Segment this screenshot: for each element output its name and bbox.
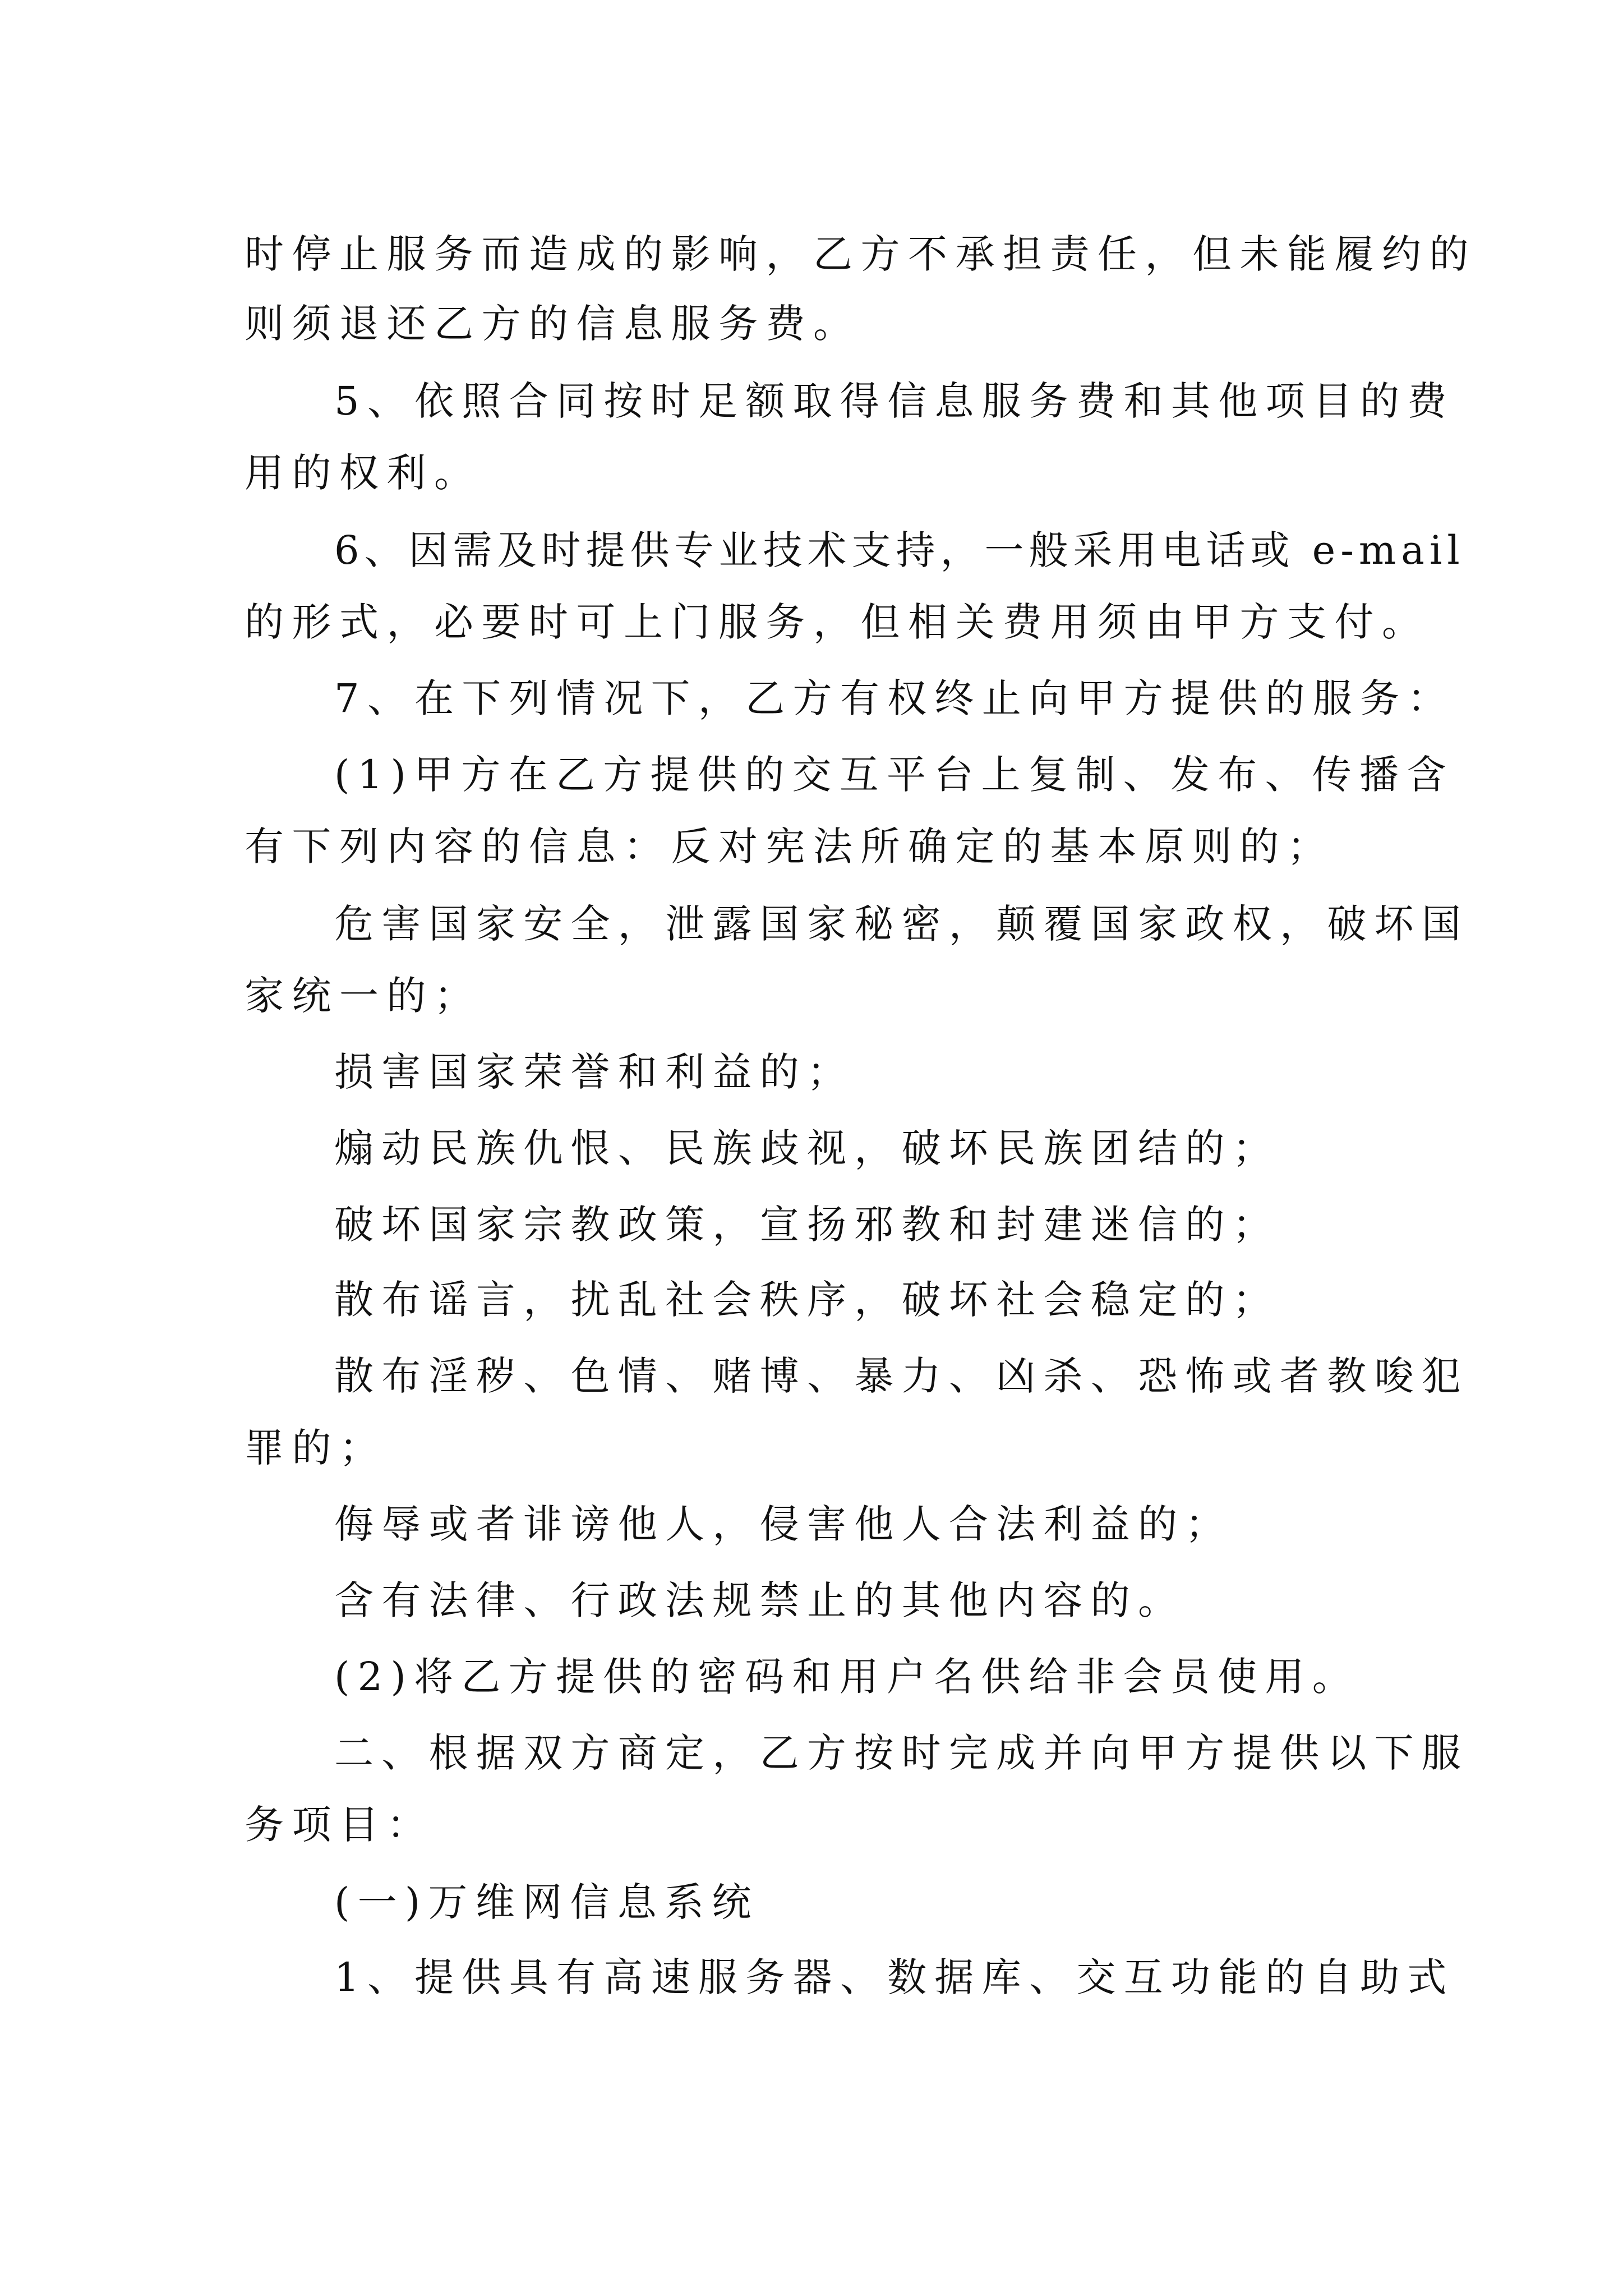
text-line-22 <box>0 1794 1623 1856</box>
line-text: 危害国家安全，泄露国家秘密，颠覆国家政权，破坏国 <box>334 901 1469 947</box>
line-text: 1、提供具有高速服务器、数据库、交互功能的自助式 <box>334 1954 1455 2000</box>
text-line-7 <box>0 668 1623 729</box>
line-text: 含有法律、行政法规禁止的其他内容的。 <box>334 1577 1186 1623</box>
line-text: 家统一的； <box>245 973 482 1019</box>
line-text: (2)将乙方提供的密码和用户名供给非会员使用。 <box>334 1654 1360 1700</box>
line-text: 侮辱或者诽谤他人，侵害他人合法利益的； <box>334 1501 1233 1547</box>
text-line-10 <box>0 893 1623 955</box>
line-text: 7、在下列情况下，乙方有权终止向甲方提供的服务： <box>334 675 1455 721</box>
text-line-8 <box>0 744 1623 806</box>
line-text: 二、根据双方商定，乙方按时完成并向甲方提供以下服 <box>334 1730 1469 1776</box>
line-text: (1)甲方在乙方提供的交互平台上复制、发布、传播含 <box>334 752 1454 798</box>
text-line-14 <box>0 1194 1623 1255</box>
line-text: 则须退还乙方的信息服务费。 <box>245 301 861 347</box>
text-line-6 <box>0 591 1623 653</box>
line-text: 务项目： <box>245 1802 434 1848</box>
text-line-5 <box>0 519 1623 581</box>
text-line-13 <box>0 1117 1623 1179</box>
line-text: 煽动民族仇恨、民族歧视，破坏民族团结的； <box>334 1125 1280 1171</box>
text-line-24 <box>0 1947 1623 2008</box>
line-text: 的形式，必要时可上门服务，但相关费用须由甲方支付。 <box>245 599 1430 645</box>
line-text: 罪的； <box>245 1425 387 1471</box>
line-text: 有下列内容的信息：反对宪法所确定的基本原则的； <box>245 823 1335 869</box>
text-line-1 <box>0 223 1623 285</box>
text-line-21 <box>0 1722 1623 1784</box>
text-line-11 <box>0 965 1623 1027</box>
text-line-20 <box>0 1646 1623 1708</box>
text-line-4 <box>0 442 1623 504</box>
text-line-15 <box>0 1269 1623 1331</box>
line-text: 散布谣言，扰乱社会秩序，破坏社会稳定的； <box>334 1277 1280 1323</box>
text-line-12 <box>0 1041 1623 1103</box>
line-text: 时停止服务而造成的影响，乙方不承担责任，但未能履约的 <box>245 231 1477 277</box>
line-text: 散布淫秽、色情、赌博、暴力、凶杀、恐怖或者教唆犯 <box>334 1353 1469 1399</box>
line-text: 损害国家荣誉和利益的； <box>334 1049 855 1095</box>
line-text: 6、因需及时提供专业技术支持，一般采用电话或 e-mail <box>334 527 1465 573</box>
text-line-17 <box>0 1417 1623 1479</box>
line-text: 用的权利。 <box>245 450 482 496</box>
text-line-3 <box>0 370 1623 432</box>
line-text: (一)万维网信息系统 <box>334 1879 759 1925</box>
text-line-19 <box>0 1570 1623 1631</box>
text-line-2 <box>0 293 1623 355</box>
text-line-9 <box>0 816 1623 877</box>
line-text: 破坏国家宗教政策，宣扬邪教和封建迷信的； <box>334 1202 1280 1248</box>
text-line-16 <box>0 1345 1623 1407</box>
text-line-18 <box>0 1493 1623 1555</box>
line-text: 5、依照合同按时足额取得信息服务费和其他项目的费 <box>334 378 1455 424</box>
text-line-23 <box>0 1871 1623 1933</box>
